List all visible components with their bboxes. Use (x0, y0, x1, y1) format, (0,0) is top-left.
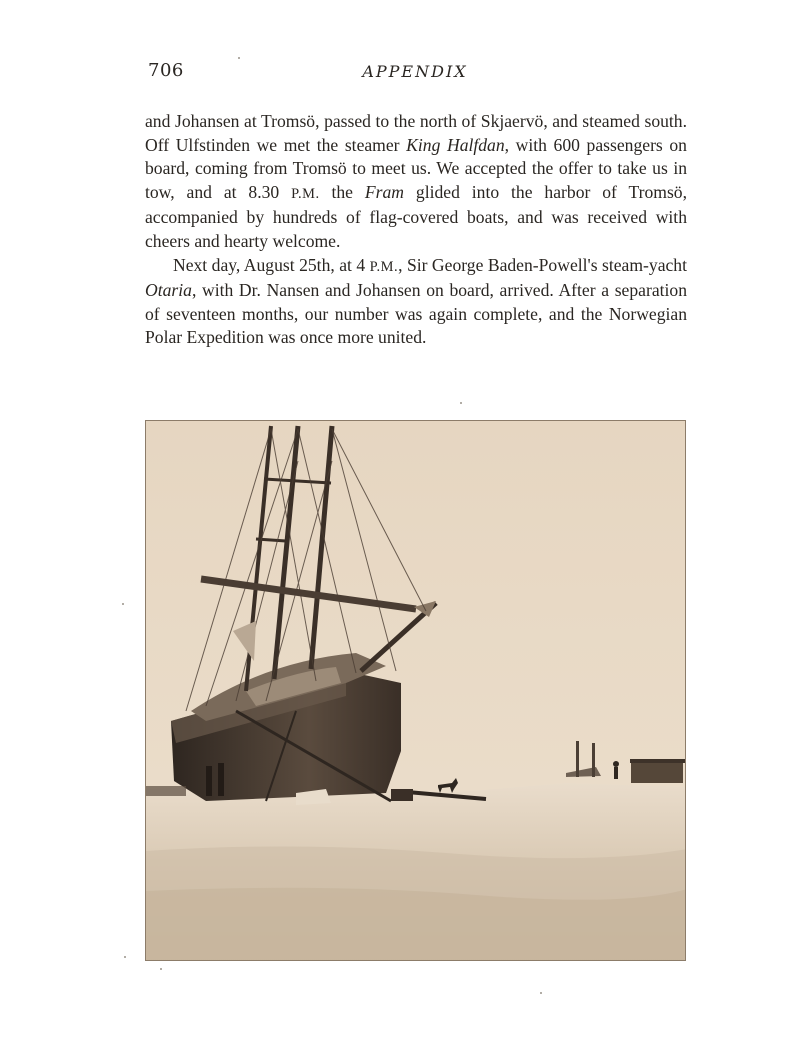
paper-speck (160, 968, 162, 970)
photo-plate-ship-in-ice (145, 420, 686, 961)
body-text (145, 110, 687, 350)
small-caps-run: P.M. (291, 185, 320, 202)
text-run: glided into the harbor of Tromsö, accompanied by hundreds of flag-covered boats, and was received with cheers and hearty welcome. (145, 181, 687, 251)
text-run: and Johansen at Tromsö, passed to the north of Skjaervö, and steamed south. Off Ulfstinden we met the steamer (145, 111, 687, 155)
page-number: 706 (148, 60, 184, 81)
text-run: Next day, August 25th, at 4 (173, 254, 370, 275)
running-head: APPENDIX (362, 62, 468, 81)
paragraph-2 (145, 254, 687, 350)
ship-in-ice-illustration (146, 421, 686, 961)
paper-speck (460, 402, 462, 404)
text-run: , Sir George Baden-Powell's steam-yacht (398, 254, 687, 275)
italic-run: Otaria (145, 280, 192, 301)
small-caps-run: P.M. (369, 258, 399, 275)
paper-speck (540, 992, 542, 994)
paper-speck (238, 57, 240, 59)
paper-speck (122, 603, 124, 605)
paper-speck (124, 956, 126, 958)
text-run: the (319, 181, 365, 202)
italic-run: Fram (364, 181, 404, 202)
text-run: , with 600 passengers on board, coming from Tromsö to meet us. We accepted the offer to take us in tow, and at 8.30 (145, 134, 687, 202)
text-run: , with Dr. Nansen and Johansen on board, arrived. After a separation of seventeen months, our number was again complete, and the Norwegian Polar Expedition was once more united. (145, 280, 687, 348)
italic-run: King Halfdan (406, 134, 505, 155)
paragraph-1 (145, 110, 687, 254)
